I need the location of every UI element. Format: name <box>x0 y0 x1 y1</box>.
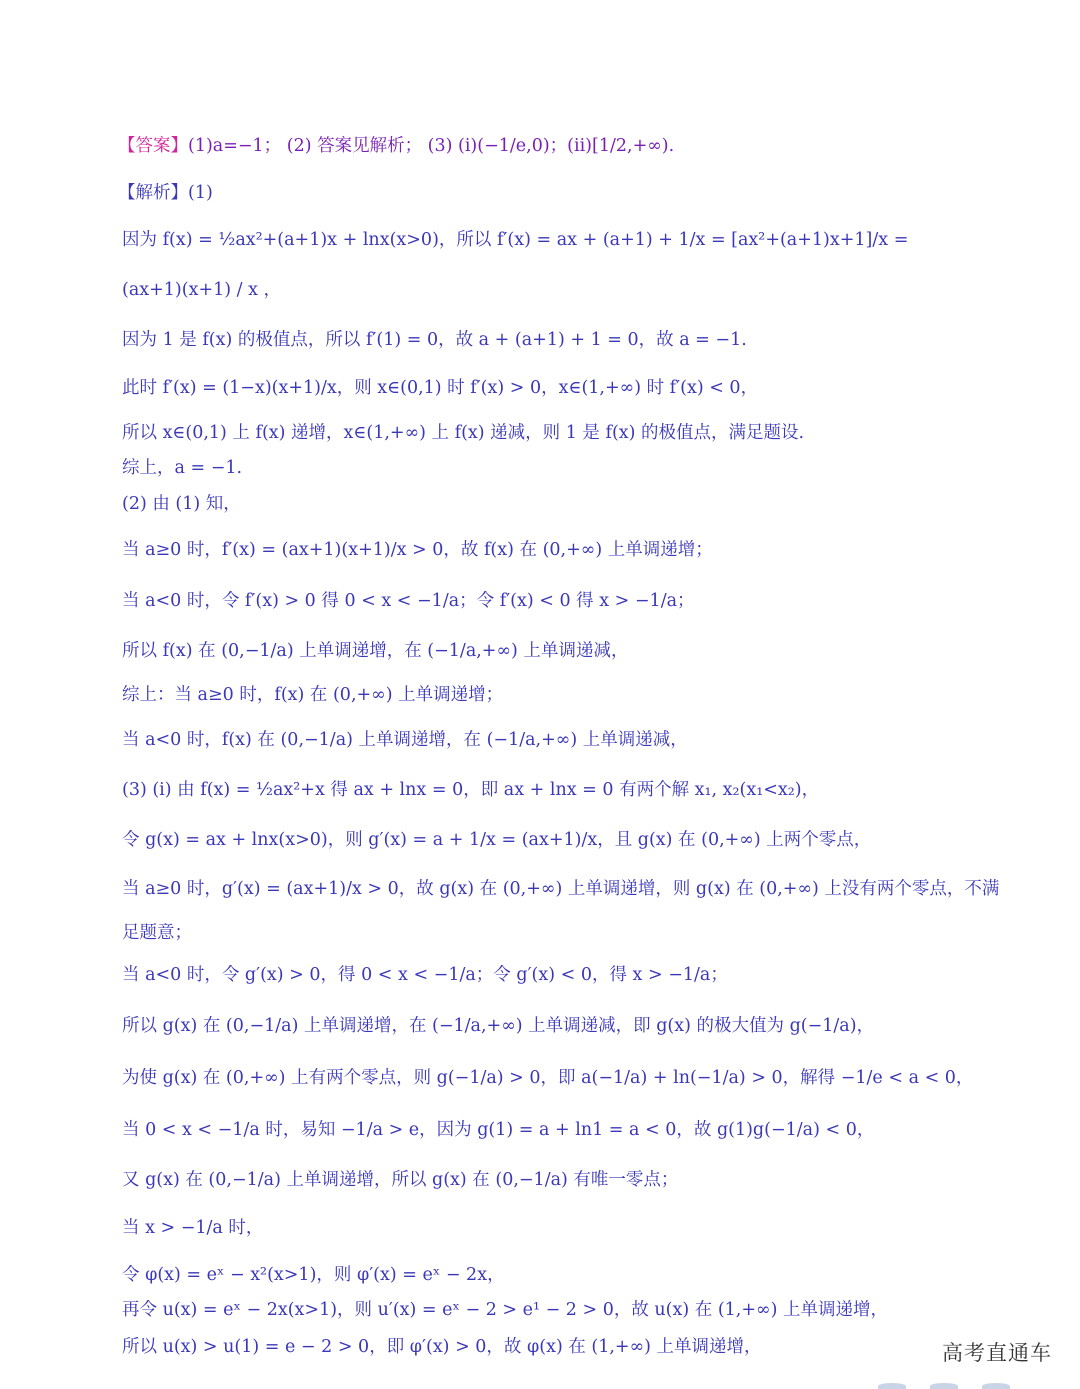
answer-tag: 【答案】 <box>118 136 188 156</box>
analysis-tag: 【解析】(1) <box>118 183 213 203</box>
decor-circle <box>878 1383 906 1389</box>
text-line: 当 a<0 时，令 f′(x) > 0 得 0 < x < −1/a；令 f′(x) < 0 得 x > −1/a； <box>122 591 695 611</box>
text-line: (2) 由 (1) 知， <box>122 494 241 514</box>
text-line: 当 a≥0 时，f′(x) = (ax+1)(x+1)/x > 0，故 f(x) 在 (0,+∞) 上单调递增； <box>122 540 713 560</box>
text-line: 因为 f(x) = ½ax²+(a+1)x + lnx(x>0)，所以 f′(x) = ax + (a+1) + 1/x = [ax²+(a+1)x+1]/x = <box>122 230 909 250</box>
text-line: 再令 u(x) = eˣ − 2x(x>1)，则 u′(x) = eˣ − 2 > e¹ − 2 > 0，故 u(x) 在 (1,+∞) 上单调递增， <box>122 1300 888 1320</box>
text-line: 令 g(x) = ax + lnx(x>0)，则 g′(x) = a + 1/x = (ax+1)/x，且 g(x) 在 (0,+∞) 上两个零点， <box>122 830 872 850</box>
text-line: 当 a<0 时，f(x) 在 (0,−1/a) 上单调递增，在 (−1/a,+∞) 上单调递减， <box>122 730 688 750</box>
text-line: 所以 u(x) > u(1) = e − 2 > 0，即 φ′(x) > 0，故 φ(x) 在 (1,+∞) 上单调递增， <box>122 1337 762 1357</box>
watermark: 高考直通车 <box>942 1341 1052 1365</box>
text-line: 综上，a = −1. <box>122 458 243 478</box>
text-line: (3) (i) 由 f(x) = ½ax²+x 得 ax + lnx = 0，即 ax + lnx = 0 有两个解 x₁, x₂(x₁<x₂)， <box>122 780 820 800</box>
answer-text: (1)a=−1； (2) 答案见解析； (3) (i)(−1/e,0)；(ii)[1/2,+∞). <box>188 136 675 156</box>
text-line: 当 x > −1/a 时， <box>122 1218 264 1238</box>
text-line: 因为 1 是 f(x) 的极值点，所以 f′(1) = 0，故 a + (a+1) + 1 = 0，故 a = −1. <box>122 330 747 350</box>
text-line: 所以 x∈(0,1) 上 f(x) 递增，x∈(1,+∞) 上 f(x) 递减，则 1 是 f(x) 的极值点，满足题设. <box>122 423 805 443</box>
decor-circle <box>930 1383 958 1389</box>
text-line: 所以 f(x) 在 (0,−1/a) 上单调递增，在 (−1/a,+∞) 上单调递减， <box>122 641 629 661</box>
text-line: 当 a<0 时，令 g′(x) > 0，得 0 < x < −1/a；令 g′(x) < 0，得 x > −1/a； <box>122 965 728 985</box>
text-line: 足题意； <box>122 923 192 943</box>
text-line: 令 φ(x) = eˣ − x²(x>1)，则 φ′(x) = eˣ − 2x， <box>122 1265 505 1285</box>
text-line: 当 0 < x < −1/a 时，易知 −1/a > e，因为 g(1) = a + ln1 = a < 0，故 g(1)g(−1/a) < 0， <box>122 1120 875 1140</box>
text-line: 所以 g(x) 在 (0,−1/a) 上单调递增，在 (−1/a,+∞) 上单调递减，即 g(x) 的极大值为 g(−1/a)， <box>122 1016 875 1036</box>
answer-line <box>118 134 674 158</box>
decor-circle <box>982 1383 1010 1389</box>
text-line: 又 g(x) 在 (0,−1/a) 上单调递增，所以 g(x) 在 (0,−1/a) 有唯一零点； <box>122 1170 679 1190</box>
text-line: 为使 g(x) 在 (0,+∞) 上有两个零点，则 g(−1/a) > 0，即 a(−1/a) + ln(−1/a) > 0，解得 −1/e < a < 0， <box>122 1068 974 1088</box>
text-line: 综上：当 a≥0 时，f(x) 在 (0,+∞) 上单调递增； <box>122 685 504 705</box>
text-line: (ax+1)(x+1) / x ， <box>122 280 282 300</box>
text-line: 此时 f′(x) = (1−x)(x+1)/x，则 x∈(0,1) 时 f′(x) > 0，x∈(1,+∞) 时 f′(x) < 0， <box>122 378 759 398</box>
text-line: 当 a≥0 时，g′(x) = (ax+1)/x > 0，故 g(x) 在 (0,+∞) 上单调递增，则 g(x) 在 (0,+∞) 上没有两个零点，不满 <box>122 879 1000 899</box>
